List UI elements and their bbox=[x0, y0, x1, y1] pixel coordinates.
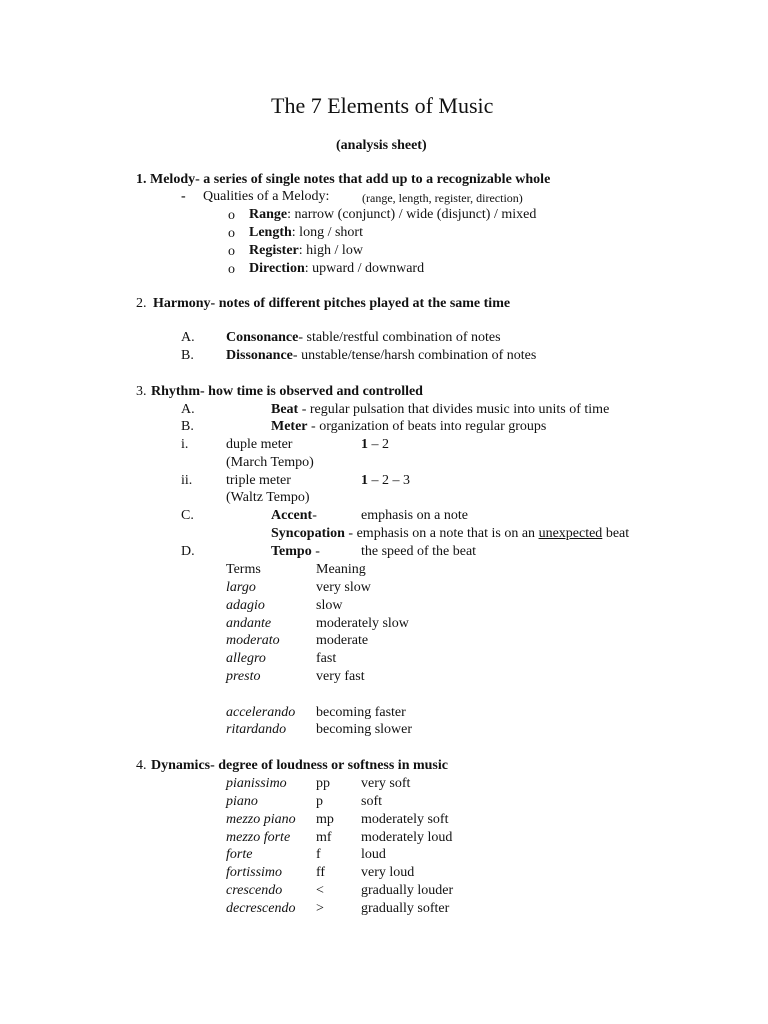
dynamics-term: piano bbox=[226, 794, 258, 809]
rhythm-beat-text: - regular pulsation that divides music into units of time bbox=[298, 402, 610, 417]
syncopation-term: Syncopation bbox=[271, 526, 345, 541]
melody-item-term: Range bbox=[249, 207, 288, 222]
duple-count-strong: 1 bbox=[361, 437, 368, 452]
rhythm-tempo-text: the speed of the beat bbox=[361, 544, 477, 559]
syncopation-text: - emphasis on a note that is on an bbox=[344, 526, 539, 541]
tempo-term: andante bbox=[226, 616, 272, 631]
dynamics-meaning: moderately loud bbox=[361, 830, 453, 845]
syncopation-underlined: unexpected bbox=[538, 526, 603, 541]
melody-item-register bbox=[249, 242, 363, 260]
harmony-heading: Harmony- notes of different pitches played at the same time bbox=[153, 296, 511, 311]
dynamics-symbol: < bbox=[316, 883, 324, 898]
rhythm-number: 3. bbox=[136, 384, 147, 399]
page-title: The 7 Elements of Music bbox=[271, 93, 494, 118]
dynamics-symbol: > bbox=[316, 901, 324, 916]
melody-bullet: o bbox=[228, 262, 235, 277]
dynamics-meaning: gradually softer bbox=[361, 901, 450, 916]
harmony-item-dissonance bbox=[226, 347, 536, 365]
triple-label: triple meter bbox=[226, 473, 291, 488]
harmony-item-consonance bbox=[226, 329, 501, 347]
dynamics-meaning: loud bbox=[361, 847, 386, 862]
tempo-meaning: very fast bbox=[316, 669, 365, 684]
rhythm-meter-term: Meter bbox=[271, 419, 308, 434]
duple-label: duple meter bbox=[226, 437, 293, 452]
dynamics-meaning: very soft bbox=[361, 776, 411, 791]
harmony-letter: B. bbox=[181, 348, 194, 363]
triple-count bbox=[361, 472, 410, 490]
dynamics-term: mezzo piano bbox=[226, 812, 296, 827]
dynamics-term: mezzo forte bbox=[226, 830, 291, 845]
tempo-change-term: ritardando bbox=[226, 722, 287, 737]
rhythm-accent-dash: - bbox=[312, 508, 317, 523]
triple-count-rest: – 2 – 3 bbox=[368, 473, 410, 488]
tempo-meaning: moderate bbox=[316, 633, 369, 648]
tempo-header-meaning: Meaning bbox=[316, 562, 366, 577]
melody-item-term: Register bbox=[249, 243, 299, 258]
tempo-change-meaning: becoming slower bbox=[316, 722, 413, 737]
melody-item-text: : upward / downward bbox=[304, 261, 425, 276]
melody-dash: - bbox=[181, 189, 186, 204]
harmony-item-term: Consonance bbox=[226, 330, 299, 345]
rhythm-letter-c: C. bbox=[181, 508, 194, 523]
rhythm-beat-term: Beat bbox=[271, 402, 299, 417]
dynamics-symbol: p bbox=[316, 794, 323, 809]
triple-number: ii. bbox=[181, 473, 193, 488]
triple-tempo: (Waltz Tempo) bbox=[226, 490, 310, 505]
melody-qualities-label: Qualities of a Melody: bbox=[203, 189, 330, 204]
dynamics-symbol: mp bbox=[316, 812, 334, 827]
melody-item-text: : narrow (conjunct) / wide (disjunct) / mixed bbox=[287, 207, 537, 222]
dynamics-symbol: pp bbox=[316, 776, 330, 791]
tempo-meaning: fast bbox=[316, 651, 337, 666]
rhythm-letter-d: D. bbox=[181, 544, 195, 559]
rhythm-letter-a: A. bbox=[181, 402, 195, 417]
tempo-change-term: accelerando bbox=[226, 705, 296, 720]
duple-count bbox=[361, 436, 389, 454]
tempo-change-meaning: becoming faster bbox=[316, 705, 406, 720]
dynamics-term: fortissimo bbox=[226, 865, 283, 880]
page-subtitle: (analysis sheet) bbox=[336, 138, 427, 153]
duple-count-rest: – 2 bbox=[368, 437, 389, 452]
tempo-term: largo bbox=[226, 580, 256, 595]
rhythm-letter-b: B. bbox=[181, 419, 194, 434]
tempo-meaning: moderately slow bbox=[316, 616, 409, 631]
duple-number: i. bbox=[181, 437, 189, 452]
dynamics-symbol: ff bbox=[316, 865, 326, 880]
tempo-term: presto bbox=[226, 669, 261, 684]
rhythm-meter bbox=[271, 418, 546, 436]
dynamics-meaning: very loud bbox=[361, 865, 415, 880]
melody-bullet: o bbox=[228, 244, 235, 259]
tempo-term: moderato bbox=[226, 633, 280, 648]
melody-qualities-note: (range, length, register, direction) bbox=[362, 191, 523, 205]
dynamics-term: forte bbox=[226, 847, 253, 862]
dynamics-meaning: gradually louder bbox=[361, 883, 454, 898]
rhythm-meter-text: - organization of beats into regular groups bbox=[307, 419, 547, 434]
dynamics-number: 4. bbox=[136, 758, 147, 773]
melody-item-range bbox=[249, 206, 536, 224]
dynamics-symbol: f bbox=[316, 847, 321, 862]
harmony-item-text: - unstable/tense/harsh combination of notes bbox=[292, 348, 537, 363]
rhythm-tempo-dash: - bbox=[311, 544, 320, 559]
dynamics-term: decrescendo bbox=[226, 901, 296, 916]
harmony-item-term: Dissonance bbox=[226, 348, 293, 363]
harmony-item-text: - stable/restful combination of notes bbox=[298, 330, 501, 345]
tempo-meaning: very slow bbox=[316, 580, 371, 595]
dynamics-symbol: mf bbox=[316, 830, 332, 845]
dynamics-meaning: soft bbox=[361, 794, 382, 809]
melody-item-text: : long / short bbox=[291, 225, 363, 240]
rhythm-syncopation bbox=[271, 525, 629, 543]
duple-tempo: (March Tempo) bbox=[226, 455, 314, 470]
tempo-meaning: slow bbox=[316, 598, 343, 613]
melody-bullet: o bbox=[228, 208, 235, 223]
rhythm-accent-text: emphasis on a note bbox=[361, 508, 468, 523]
melody-item-text: : high / low bbox=[298, 243, 363, 258]
rhythm-accent bbox=[271, 507, 317, 525]
syncopation-text-end: beat bbox=[602, 526, 630, 541]
harmony-letter: A. bbox=[181, 330, 195, 345]
melody-bullet: o bbox=[228, 226, 235, 241]
harmony-number: 2. bbox=[136, 296, 147, 311]
melody-item-term: Direction bbox=[249, 261, 305, 276]
melody-item-length bbox=[249, 224, 363, 242]
tempo-header-terms: Terms bbox=[226, 562, 261, 577]
dynamics-heading: Dynamics- degree of loudness or softness in music bbox=[151, 758, 448, 773]
melody-item-direction bbox=[249, 260, 424, 278]
triple-count-strong: 1 bbox=[361, 473, 368, 488]
rhythm-beat bbox=[271, 401, 609, 419]
dynamics-term: crescendo bbox=[226, 883, 283, 898]
melody-item-term: Length bbox=[249, 225, 292, 240]
dynamics-term: pianissimo bbox=[226, 776, 287, 791]
melody-heading: 1. Melody- a series of single notes that add up to a recognizable whole bbox=[136, 172, 551, 187]
tempo-term: adagio bbox=[226, 598, 265, 613]
rhythm-tempo bbox=[271, 543, 320, 561]
tempo-term: allegro bbox=[226, 651, 266, 666]
rhythm-tempo-term: Tempo bbox=[271, 544, 312, 559]
dynamics-meaning: moderately soft bbox=[361, 812, 449, 827]
rhythm-heading: Rhythm- how time is observed and controlled bbox=[151, 384, 423, 399]
rhythm-accent-term: Accent bbox=[271, 508, 313, 523]
